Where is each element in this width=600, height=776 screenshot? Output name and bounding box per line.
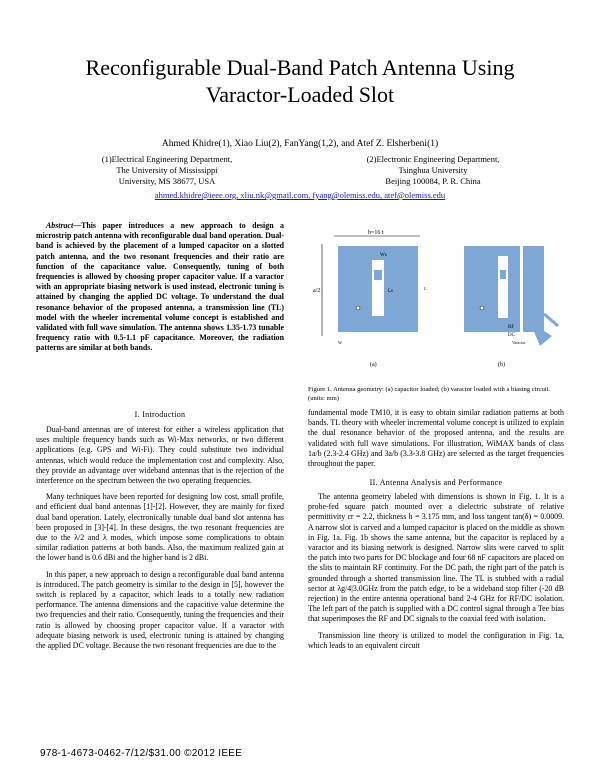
varactor-b [500, 270, 506, 279]
capacitor-a [374, 270, 382, 280]
subfigure-label-b: (b) [498, 362, 505, 368]
legend-label: DC [508, 333, 515, 338]
body-paragraph: The antenna geometry labeled with dimensions is shown in Fig. 1. It is a probe-fed square patch mounted over a dielectric substrate of relative permittivity εr = 2.2, thickness h = 3.175 mm, and loss tangent tan(δ) = 0.0009. A narrow slot is carved and a lumped capacitor is placed on the middle as shown in Fig. 1a. Fig. 1b shows the same antenna, but the capacitor is replaced by a varactor and its biasing network is designed. Narrow slits were carved to split the patch into two parts for DC blockage and four 68 nF capacitors are placed on the slits to maintain RF continuity. For the DC path, the right part of the patch is grounded through a shorted transmission line. The TL is stubbed with a radial sector at λg/4|3.0GHz from the patch edge, to be a wideband stop filter (-20 dB rejection) in the entire antenna operational band 2-4 GHz for RF/DC isolation. The left part of the patch is supplied with a DC control signal through a Tee bias that superimposes the RF and DC signals to the coaxial feed with isolation. [308, 492, 564, 624]
affiliation-left [72, 154, 262, 187]
author-list: Ahmed Khidre(1), Xiao Liu(2), FanYang(1,2), and Atef Z. Elsherbeni(1) [161, 139, 439, 149]
title-line-1: Reconfigurable Dual-Band Patch Antenna Using [85, 55, 515, 80]
title-line-2: Varactor-Loaded Slot [205, 82, 395, 107]
abstract-text: —This paper introduces a new approach to design a microstrip patch antenna with reconfigurable dual band operation. Dual-band is achieved by the placement of a lumped capacitor on a slotted patch antenna, and the two resonant frequencies and their ratio are function of the capacitance value. Consequently, tuning of both frequencies is allowed by choosing proper capacitor value. If a varactor with an appropriate biasing network is used instead, electronic tuning is attained by changing the applied DC voltage. To understand the dual resonance behavior of the proposed antenna, a transmission line (TL) model with the wheeler incremental volume concept is established and validated with full wave simulation. The antenna shows 1.35-1.73 tunable frequency ratio with 0.5-1.1 pF capacitance. Moreover, the radiation patterns are similar at both bands. [36, 221, 284, 353]
section-heading-introduction: I. Introduction [134, 410, 186, 419]
affil-left-line: University, MS 38677, USA [118, 176, 216, 186]
author-emails[interactable]: ahmed.khidre@ieee.org, xliu.nk@gmail.com, fyang@olemiss.edu, atef@olemiss.edu [154, 190, 446, 200]
figure-caption: Figure 1. Antenna geometry: (a) capacitor loaded; (b) varactor loaded with a biasing circuit. (units: mm) [308, 386, 551, 402]
slot-a [372, 260, 384, 316]
section-heading-analysis: II. Antenna Analysis and Performance [369, 478, 503, 487]
affil-right-line: (2)Electronic Engineering Department, [366, 154, 500, 164]
slot-b [498, 256, 508, 318]
right-body-top [308, 408, 564, 475]
slit-b [520, 246, 523, 332]
body-paragraph: Transmission line theory is utilized to model the configuration in Fig. 1a, which leads to an equivalent circuit [308, 630, 564, 650]
dimension-label: Ws [380, 253, 387, 258]
feed-point-a [356, 306, 360, 310]
dimension-label: Ls [388, 289, 393, 294]
bias-line [544, 314, 558, 326]
abstract-label: Abstract [46, 221, 74, 230]
antenna-geometry-figure [308, 226, 564, 376]
feed-point-b [480, 306, 484, 310]
affil-right-line: Beijing 100084, P. R. China [385, 176, 481, 186]
affil-left-line: The University of Mississippi [116, 165, 218, 175]
body-paragraph: Dual-band antennas are of interest for either a wireless application that uses multiple frequency bands such as Wi-Max networks, or two different applications (e.g. GPS and Wi-Fi). They could substitute two individual antennas, which would reduce the implementation cost and complexity. Also, they provide an advantage over wideband antennas that is the rejection of the interference on the spectrum between the two operating frequencies. [36, 425, 284, 486]
body-paragraph: Many techniques have been reported for designing low cost, small profile, and efficient dual band antennas [1]-[2]. However, they are mainly for fixed dual band operation. Lately, electronically tunable dual band slot antenna has been proposed in [3]-[4]. In these designs, the two resonant frequencies are due to the λ/2 and λ modes, which impose some complications to obtain similar radiation patterns at both bands. Also, the maximum realized gain at the lower band is 0.6 dBi and the higher band is 2 dBi. [36, 492, 284, 563]
affil-left-line: (1)Electrical Engineering Department, [101, 154, 233, 164]
affiliation-right [338, 154, 528, 187]
affil-right-line: Tsinghua University [398, 165, 468, 175]
analysis-body [308, 492, 564, 657]
intro-body [36, 425, 284, 657]
body-paragraph: fundamental mode TM10, it is easy to obtain similar radiation patterns at both bands. TL theory with wheeler incremental volume concept is utilized to explain the dual resonance behavior of the proposed antenna, and the results are validated with full wave simulations. For illustration, WiMAX bands of class 1a/b (2.3-2.4 GHz) and 3a/b (3.3-3.8 GHz) are selected as the target frequencies throughout the paper. [308, 408, 564, 469]
legend-label: RF [508, 325, 515, 330]
dimension-label: W [338, 340, 342, 345]
dimension-label: L [424, 286, 427, 291]
component-label: Varactor [512, 340, 526, 345]
paper-title [40, 54, 560, 108]
copyright-footer: 978-1-4673-0462-7/12/$31.00 ©2012 IEEE [40, 748, 243, 759]
dimension-label: b=16 t [368, 230, 384, 236]
abstract [36, 221, 284, 354]
subfigure-label-a: (a) [370, 362, 377, 368]
body-paragraph: In this paper, a new approach to design a reconfigurable dual band antenna is introduced. The patch geometry is similar to the design in [5], however the switch is replaced by a capacitor, which leads to a totally new radiation performance. The antenna dimensions and the capacitive value determine the two frequencies and their ratio. Consequently, tuning the frequencies and their ratio is allowed by choosing proper capacitor value. If a varactor with adequate biasing network is used, electronic tuning is attained by changing the applied DC voltage. Because the two resonant frequencies are due to the [36, 569, 284, 651]
dimension-label: a/2 [313, 288, 321, 294]
